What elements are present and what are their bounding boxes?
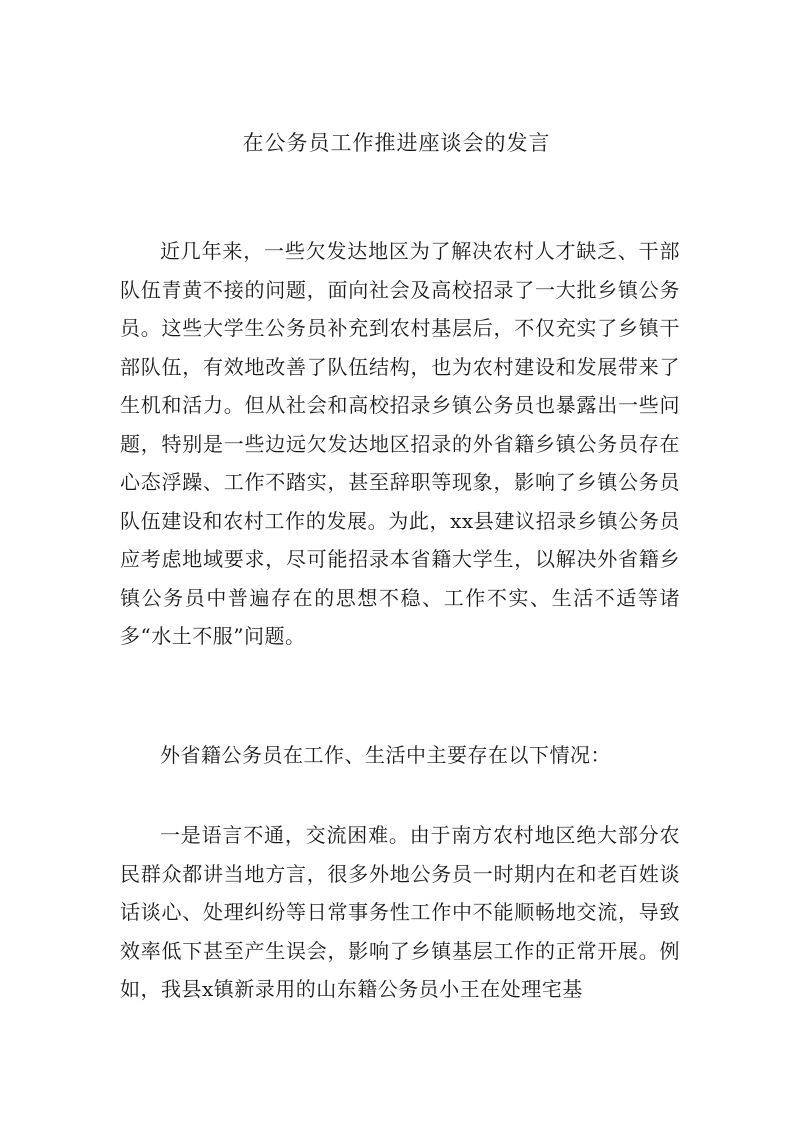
document-title: 在公务员工作推进座谈会的发言 (242, 131, 551, 155)
paragraph-intro: 近几年来，一些欠发达地区为了解决农村人才缺乏、干部队伍青黄不接的问题，面向社会及高校招录了一大批乡镇公务员。这些大学生公务员补充到农村基层后，不仅充实了乡镇干部队伍，有效地改善了队伍结构，也为农村建设和发展带来了生机和活力。但从社会和高校招录乡镇公务员也暴露出一些问题，特别是一些边远欠发达地区招录的外省籍乡镇公务员存在心态浮躁、工作不踏实，甚至辞职等现象，影响了乡镇公务员队伍建设和农村工作的发展。为此，xx县建议招录乡镇公务员应考虑地域要求，尽可能招录本省籍大学生，以解决外省籍乡镇公务员中普遍存在的思想不稳、工作不实、生活不适等诸多“水土不服”问题。 (120, 239, 680, 648)
paragraph-language-barrier: 一是语言不通，交流困难。由于南方农村地区绝大部分农民群众都讲当地方言，很多外地公务员一时期内在和老百姓谈话谈心、处理纠纷等日常事务性工作中不能顺畅地交流，导致效率低下甚至产生误会，影响了乡镇基层工作的正常开展。例如，我县x镇新录用的山东籍公务员小王在处理宅基 (120, 823, 680, 1001)
paragraph-situation-heading: 外省籍公务员在工作、生活中主要存在以下情况： (160, 743, 611, 767)
